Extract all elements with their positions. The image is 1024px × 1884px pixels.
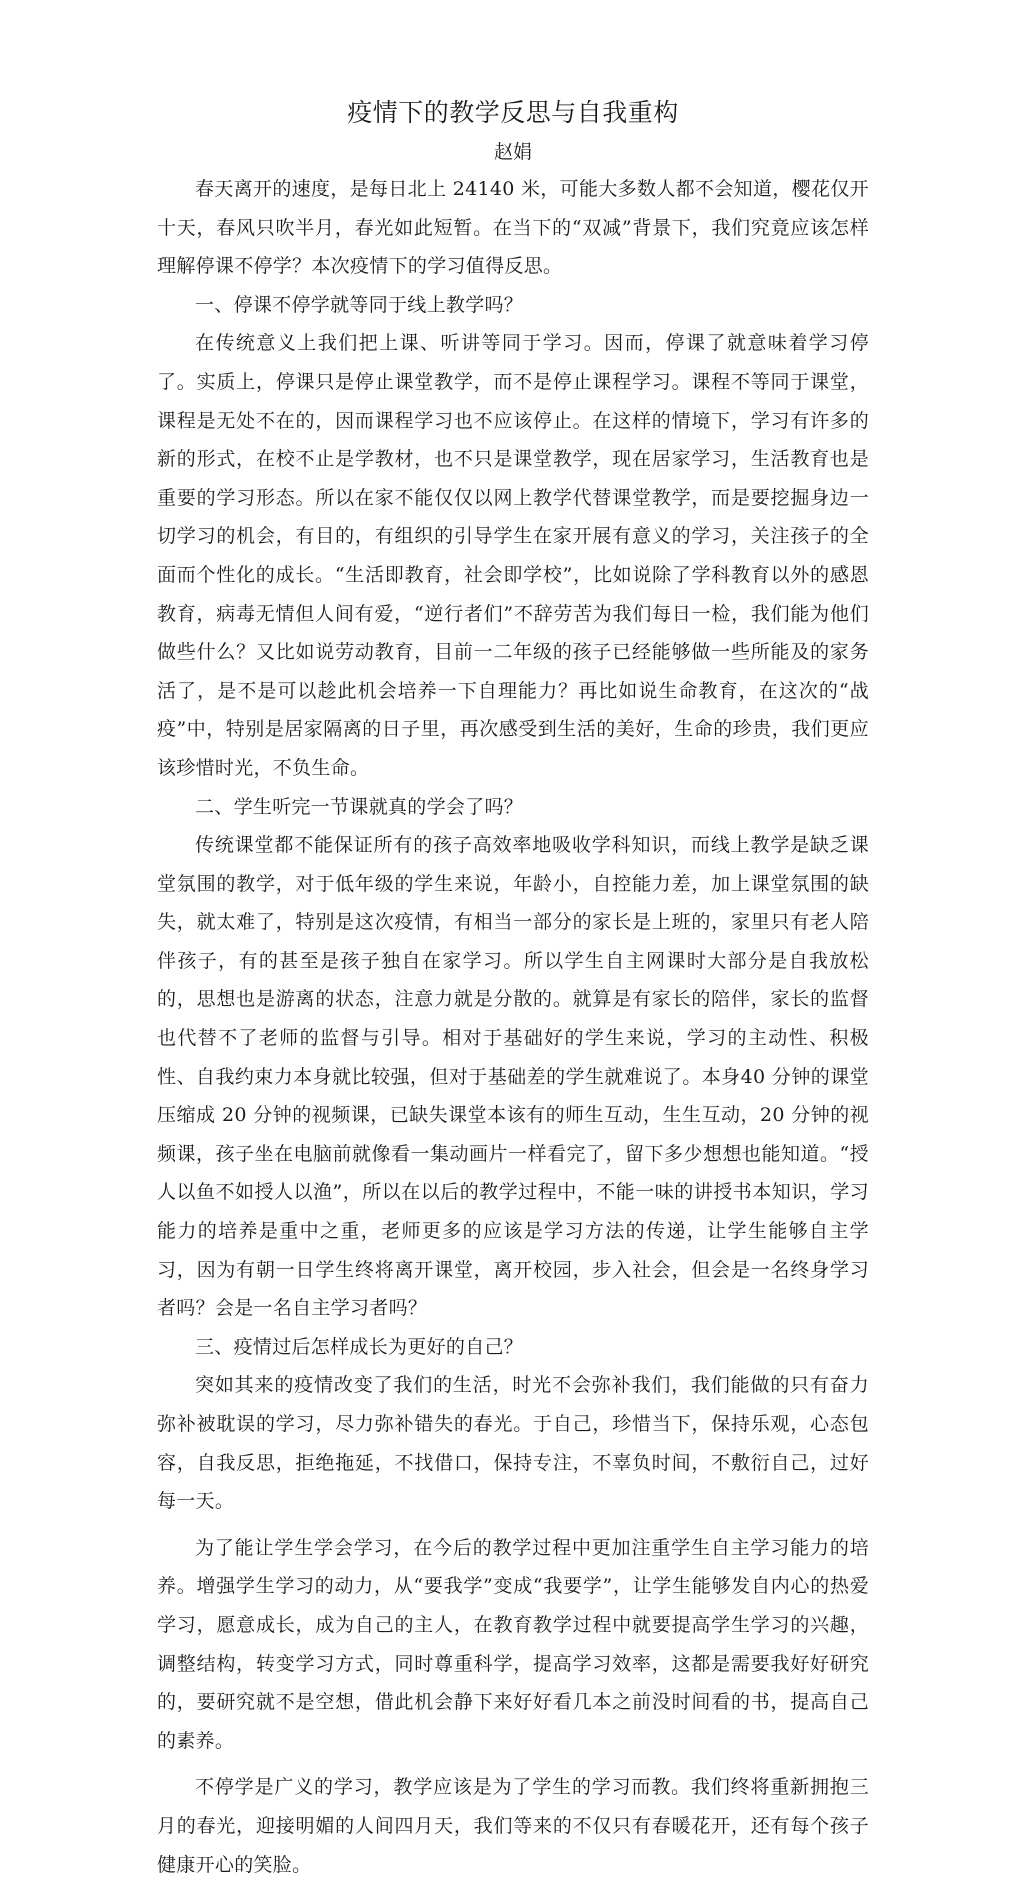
section-3-paragraph-2: 为了能让学生学会学习，在今后的教学过程中更加注重学生自主学习能力的培养。增强学生学习的动力，从“要我学”变成“我要学”，让学生能够发自内心的热爱学习，愿意成长，成为自己的主人，在教育教学过程中就要提高学生学习的兴趣，调整结构，转变学习方式，同时尊重科学，提高学习效率，这都是需要我好好研究的，要研究就不是空想，借此机会静下来好好看几本之前没时间看的书，提高自己的素养。 bbox=[157, 1536, 869, 1752]
section-3-paragraph-3: 不停学是广义的学习，教学应该是为了学生的学习而教。我们终将重新拥抱三月的春光，迎接明媚的人间四月天，我们等来的不仅只有春暖花开，还有每个孩子健康开心的笑脸。 bbox=[157, 1776, 869, 1876]
section-3-heading: 三、疫情过后怎样成长为更好的自己？ bbox=[195, 1335, 524, 1358]
author-name: 赵娟 bbox=[493, 141, 532, 163]
document-page bbox=[157, 96, 869, 1884]
document-title: 疫情下的教学反思与自我重构 bbox=[347, 98, 679, 127]
section-1-heading: 一、停课不停学就等同于线上教学吗？ bbox=[195, 293, 524, 316]
section-1-paragraph: 在传统意义上我们把上课、听讲等同于学习。因而，停课了就意味着学习停了。实质上，停课只是停止课堂教学，而不是停止课程学习。课程不等同于课堂，课程是无处不在的，因而课程学习也不应该停止。在这样的情境下，学习有许多的新的形式，在校不止是学教材，也不只是课堂教学，现在居家学习，生活教育也是重要的学习形态。所以在家不能仅仅以网上教学代替课堂教学，而是要挖掘身边一切学习的机会，有目的，有组织的引导学生在家开展有意义的学习，关注孩子的全面而个性化的成长。“生活即教育，社会即学校”，比如说除了学科教育以外的感恩教育，病毒无情但人间有爱，“逆行者们”不辞劳苦为我们每日一检，我们能为他们做些什么？又比如说劳动教育，目前一二年级的孩子已经能够做一些所能及的家务活了，是不是可以趁此机会培养一下自理能力？再比如说生命教育，在这次的“战疫”中，特别是居家隔离的日子里，再次感受到生活的美好，生命的珍贵，我们更应该珍惜时光，不负生命。 bbox=[157, 332, 869, 779]
section-3-paragraph-1: 突如其来的疫情改变了我们的生活，时光不会弥补我们，我们能做的只有奋力弥补被耽误的学习，尽力弥补错失的春光。于自己，珍惜当下，保持乐观，心态包容，自我反思，拒绝拖延，不找借口，保持专注，不辜负时间，不敷衍自己，过好每一天。 bbox=[157, 1374, 869, 1513]
section-2-paragraph: 传统课堂都不能保证所有的孩子高效率地吸收学科知识，而线上教学是缺乏课堂氛围的教学，对于低年级的学生来说，年龄小，自控能力差，加上课堂氛围的缺失，就太难了，特别是这次疫情，有相当一部分的家长是上班的，家里只有老人陪伴孩子，有的甚至是孩子独自在家学习。所以学生自主网课时大部分是自我放松的，思想也是游离的状态，注意力就是分散的。就算是有家长的陪伴，家长的监督也代替不了老师的监督与引导。相对于基础好的学生来说，学习的主动性、积极性、自我约束力本身就比较强，但对于基础差的学生就难说了。本身40 分钟的课堂压缩成 20 分钟的视频课，已缺失课堂本该有的师生互动，生生互动，20 分钟的视频课，孩子坐在电脑前就像看一集动画片一样看完了，留下多少想想也能知道。“授人以鱼不如授人以渔”，所以在以后的教学过程中，不能一味的讲授书本知识，学习能力的培养是重中之重，老师更多的应该是学习方法的传递，让学生能够自主学习，因为有朝一日学生终将离开课堂，离开校园，步入社会，但会是一名终身学习者吗？会是一名自主学习者吗？ bbox=[157, 834, 869, 1320]
intro-paragraph: 春天离开的速度，是每日北上 24140 米，可能大多数人都不会知道，樱花仅开十天，春风只吹半月，春光如此短暂。在当下的“双减”背景下，我们究竟应该怎样理解停课不停学？本次疫情下的学习值得反思。 bbox=[157, 178, 869, 278]
section-2-heading: 二、学生听完一节课就真的学会了吗？ bbox=[195, 795, 524, 818]
